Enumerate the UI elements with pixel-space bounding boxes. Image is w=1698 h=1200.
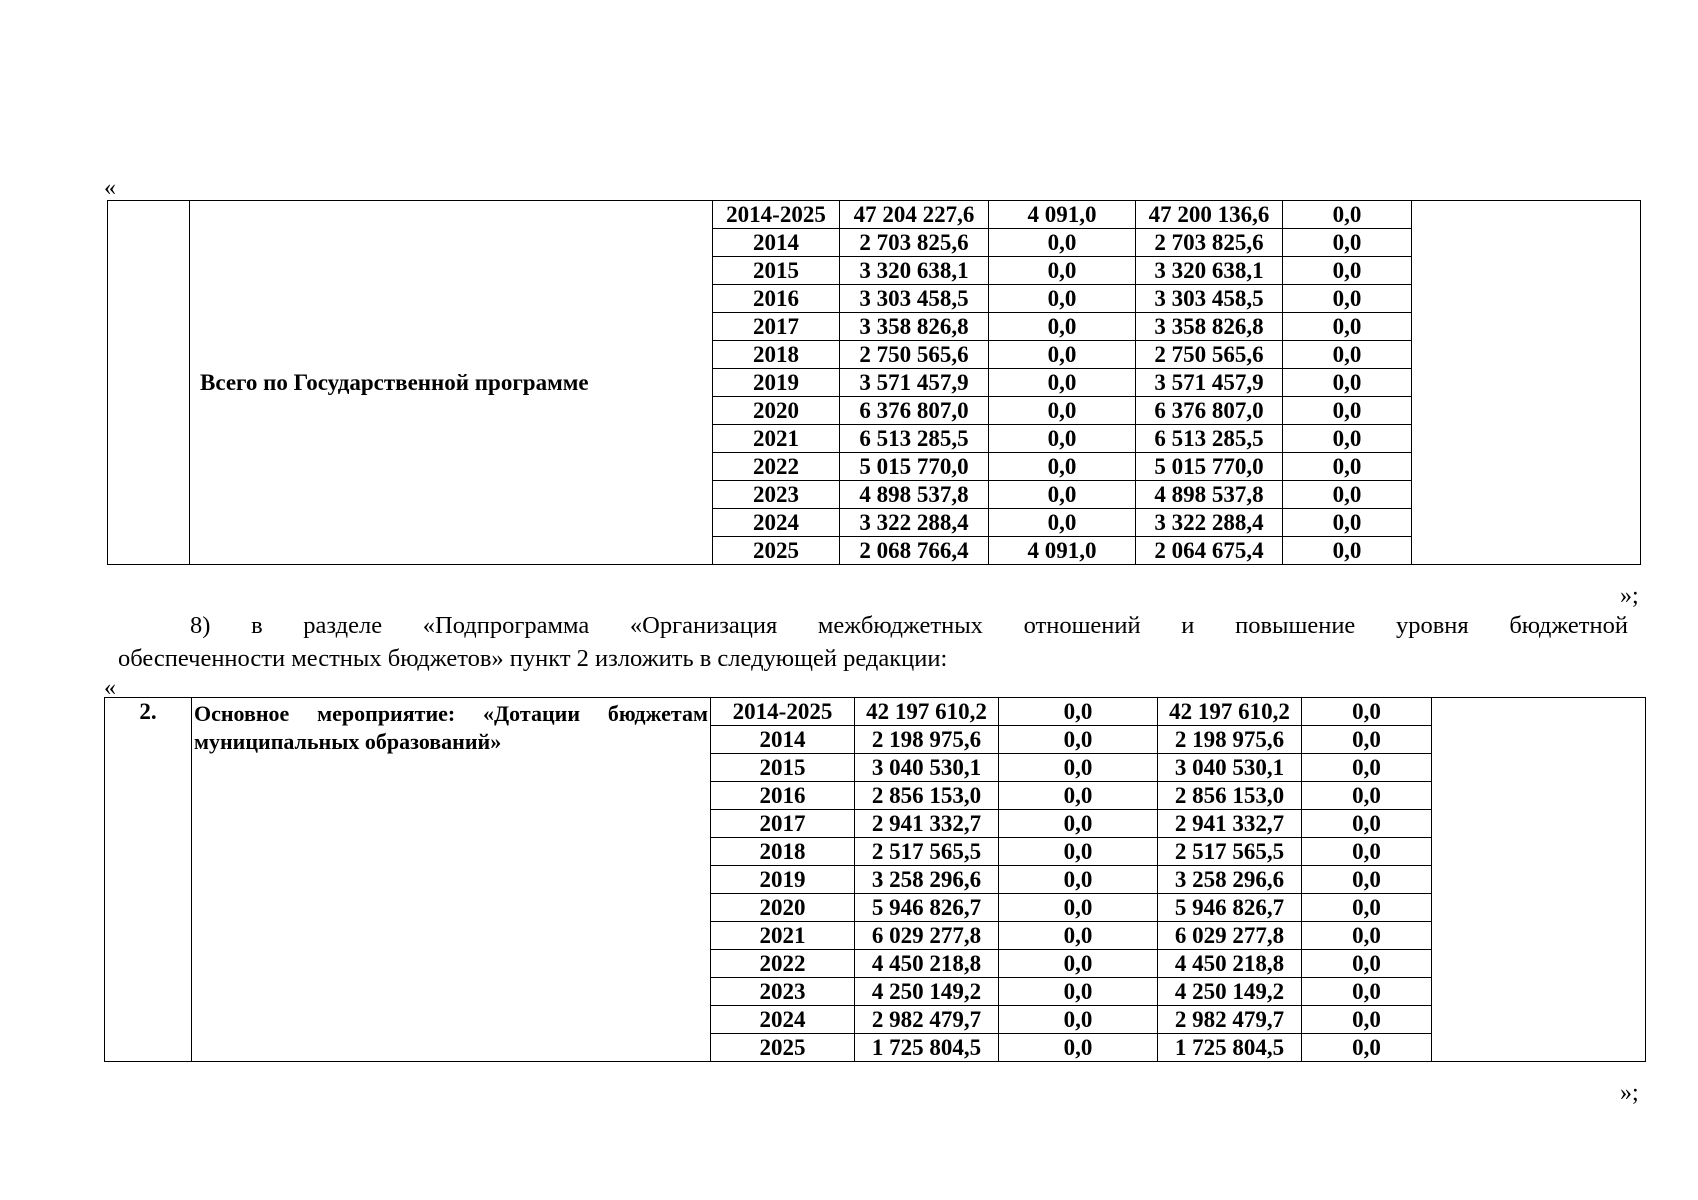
regional-budget-cell: 3 258 296,6	[1158, 866, 1302, 894]
period-cell: 2018	[713, 341, 840, 369]
federal-budget-cell: 0,0	[999, 698, 1158, 726]
local-budget-cell: 0,0	[1283, 369, 1412, 397]
period-cell: 2015	[711, 754, 855, 782]
total-amount-cell: 4 898 537,8	[840, 481, 989, 509]
period-cell: 2024	[711, 1006, 855, 1034]
period-cell: 2023	[713, 481, 840, 509]
federal-budget-cell: 4 091,0	[989, 201, 1136, 229]
period-cell: 2018	[711, 838, 855, 866]
closing-quote-2: »;	[1620, 1080, 1639, 1106]
period-cell: 2014-2025	[713, 201, 840, 229]
regional-budget-cell: 6 376 807,0	[1136, 397, 1283, 425]
local-budget-cell: 0,0	[1283, 341, 1412, 369]
local-budget-cell: 0,0	[1283, 201, 1412, 229]
local-budget-cell: 0,0	[1283, 229, 1412, 257]
local-budget-cell: 0,0	[1283, 285, 1412, 313]
regional-budget-cell: 1 725 804,5	[1158, 1034, 1302, 1062]
program-total-table	[107, 200, 1641, 565]
total-amount-cell: 5 946 826,7	[855, 894, 999, 922]
regional-budget-cell: 3 322 288,4	[1136, 509, 1283, 537]
total-amount-cell: 6 376 807,0	[840, 397, 989, 425]
blank-cell	[1412, 201, 1641, 565]
local-budget-cell: 0,0	[1283, 537, 1412, 565]
federal-budget-cell: 0,0	[989, 229, 1136, 257]
federal-budget-cell: 0,0	[999, 894, 1158, 922]
total-amount-cell: 2 703 825,6	[840, 229, 989, 257]
federal-budget-cell: 0,0	[999, 1006, 1158, 1034]
total-amount-cell: 6 513 285,5	[840, 425, 989, 453]
local-budget-cell: 0,0	[1283, 257, 1412, 285]
regional-budget-cell: 3 320 638,1	[1136, 257, 1283, 285]
regional-budget-cell: 42 197 610,2	[1158, 698, 1302, 726]
amendment-line-2: обеспеченности местных бюджетов» пункт 2 изложить в следующей редакции:	[118, 645, 948, 672]
federal-budget-cell: 0,0	[999, 922, 1158, 950]
federal-budget-cell: 0,0	[999, 838, 1158, 866]
period-cell: 2014	[713, 229, 840, 257]
blank-cell	[1432, 698, 1646, 1062]
local-budget-cell: 0,0	[1302, 1034, 1432, 1062]
total-amount-cell: 2 982 479,7	[855, 1006, 999, 1034]
local-budget-cell: 0,0	[1283, 397, 1412, 425]
period-cell: 2015	[713, 257, 840, 285]
regional-budget-cell: 4 250 149,2	[1158, 978, 1302, 1006]
regional-budget-cell: 3 040 530,1	[1158, 754, 1302, 782]
local-budget-cell: 0,0	[1302, 810, 1432, 838]
regional-budget-cell: 47 200 136,6	[1136, 201, 1283, 229]
total-amount-cell: 5 015 770,0	[840, 453, 989, 481]
local-budget-cell: 0,0	[1302, 978, 1432, 1006]
federal-budget-cell: 0,0	[999, 782, 1158, 810]
period-cell: 2025	[713, 537, 840, 565]
local-budget-cell: 0,0	[1302, 726, 1432, 754]
federal-budget-cell: 0,0	[999, 1034, 1158, 1062]
table-row	[108, 201, 1641, 229]
regional-budget-cell: 4 898 537,8	[1136, 481, 1283, 509]
amendment-line-1: 8) в разделе «Подпрограмма «Организация межбюджетных отношений и повышение уровня бюджетной	[190, 612, 1628, 639]
total-amount-cell: 1 725 804,5	[855, 1034, 999, 1062]
local-budget-cell: 0,0	[1302, 1006, 1432, 1034]
federal-budget-cell: 0,0	[989, 285, 1136, 313]
federal-budget-cell: 0,0	[989, 453, 1136, 481]
federal-budget-cell: 0,0	[989, 425, 1136, 453]
local-budget-cell: 0,0	[1302, 754, 1432, 782]
federal-budget-cell: 0,0	[989, 341, 1136, 369]
period-cell: 2023	[711, 978, 855, 1006]
local-budget-cell: 0,0	[1283, 453, 1412, 481]
local-budget-cell: 0,0	[1283, 481, 1412, 509]
total-amount-cell: 2 856 153,0	[855, 782, 999, 810]
regional-budget-cell: 2 064 675,4	[1136, 537, 1283, 565]
period-cell: 2021	[711, 922, 855, 950]
regional-budget-cell: 6 513 285,5	[1136, 425, 1283, 453]
total-amount-cell: 2 941 332,7	[855, 810, 999, 838]
period-cell: 2019	[713, 369, 840, 397]
row-label-cell: Всего по Государственной программе	[190, 201, 713, 565]
period-cell: 2014-2025	[711, 698, 855, 726]
regional-budget-cell: 3 303 458,5	[1136, 285, 1283, 313]
period-cell: 2020	[713, 397, 840, 425]
regional-budget-cell: 2 750 565,6	[1136, 341, 1283, 369]
period-cell: 2021	[713, 425, 840, 453]
local-budget-cell: 0,0	[1302, 894, 1432, 922]
period-cell: 2024	[713, 509, 840, 537]
total-amount-cell: 6 029 277,8	[855, 922, 999, 950]
total-amount-cell: 3 571 457,9	[840, 369, 989, 397]
regional-budget-cell: 2 982 479,7	[1158, 1006, 1302, 1034]
total-amount-cell: 4 450 218,8	[855, 950, 999, 978]
regional-budget-cell: 2 941 332,7	[1158, 810, 1302, 838]
period-cell: 2019	[711, 866, 855, 894]
federal-budget-cell: 0,0	[989, 369, 1136, 397]
total-amount-cell: 3 303 458,5	[840, 285, 989, 313]
period-cell: 2022	[711, 950, 855, 978]
total-amount-cell: 42 197 610,2	[855, 698, 999, 726]
total-amount-cell: 2 750 565,6	[840, 341, 989, 369]
regional-budget-cell: 6 029 277,8	[1158, 922, 1302, 950]
federal-budget-cell: 0,0	[999, 754, 1158, 782]
total-amount-cell: 2 068 766,4	[840, 537, 989, 565]
federal-budget-cell: 0,0	[999, 810, 1158, 838]
regional-budget-cell: 4 450 218,8	[1158, 950, 1302, 978]
row-index-cell: 2.	[105, 698, 192, 1062]
total-amount-cell: 47 204 227,6	[840, 201, 989, 229]
federal-budget-cell: 0,0	[989, 257, 1136, 285]
period-cell: 2025	[711, 1034, 855, 1062]
local-budget-cell: 0,0	[1302, 838, 1432, 866]
federal-budget-cell: 4 091,0	[989, 537, 1136, 565]
table-row	[105, 698, 1646, 726]
total-amount-cell: 3 358 826,8	[840, 313, 989, 341]
regional-budget-cell: 5 946 826,7	[1158, 894, 1302, 922]
federal-budget-cell: 0,0	[989, 509, 1136, 537]
period-cell: 2022	[713, 453, 840, 481]
federal-budget-cell: 0,0	[999, 726, 1158, 754]
federal-budget-cell: 0,0	[999, 978, 1158, 1006]
row-index-cell	[108, 201, 190, 565]
main-activity-table	[104, 697, 1646, 1062]
federal-budget-cell: 0,0	[989, 397, 1136, 425]
local-budget-cell: 0,0	[1283, 509, 1412, 537]
federal-budget-cell: 0,0	[999, 950, 1158, 978]
regional-budget-cell: 2 198 975,6	[1158, 726, 1302, 754]
total-amount-cell: 3 258 296,6	[855, 866, 999, 894]
period-cell: 2017	[713, 313, 840, 341]
period-cell: 2016	[711, 782, 855, 810]
period-cell: 2017	[711, 810, 855, 838]
local-budget-cell: 0,0	[1302, 950, 1432, 978]
amendment-paragraph	[118, 609, 1628, 675]
closing-quote: »;	[1620, 583, 1639, 609]
regional-budget-cell: 3 358 826,8	[1136, 313, 1283, 341]
total-amount-cell: 4 250 149,2	[855, 978, 999, 1006]
opening-quote-2: «	[104, 675, 116, 701]
row-label-cell: Основное мероприятие: «Дотации бюджетам муниципальных образований»	[192, 698, 711, 1062]
regional-budget-cell: 2 856 153,0	[1158, 782, 1302, 810]
regional-budget-cell: 5 015 770,0	[1136, 453, 1283, 481]
regional-budget-cell: 2 517 565,5	[1158, 838, 1302, 866]
total-amount-cell: 3 322 288,4	[840, 509, 989, 537]
total-amount-cell: 3 320 638,1	[840, 257, 989, 285]
local-budget-cell: 0,0	[1302, 782, 1432, 810]
federal-budget-cell: 0,0	[989, 313, 1136, 341]
total-amount-cell: 3 040 530,1	[855, 754, 999, 782]
regional-budget-cell: 3 571 457,9	[1136, 369, 1283, 397]
period-cell: 2020	[711, 894, 855, 922]
total-amount-cell: 2 517 565,5	[855, 838, 999, 866]
local-budget-cell: 0,0	[1302, 866, 1432, 894]
federal-budget-cell: 0,0	[999, 866, 1158, 894]
local-budget-cell: 0,0	[1302, 698, 1432, 726]
total-amount-cell: 2 198 975,6	[855, 726, 999, 754]
period-cell: 2016	[713, 285, 840, 313]
local-budget-cell: 0,0	[1283, 313, 1412, 341]
local-budget-cell: 0,0	[1283, 425, 1412, 453]
local-budget-cell: 0,0	[1302, 922, 1432, 950]
main-activity-body	[105, 698, 1646, 1062]
opening-quote: «	[104, 175, 116, 201]
regional-budget-cell: 2 703 825,6	[1136, 229, 1283, 257]
program-total-body	[108, 201, 1641, 565]
federal-budget-cell: 0,0	[989, 481, 1136, 509]
period-cell: 2014	[711, 726, 855, 754]
